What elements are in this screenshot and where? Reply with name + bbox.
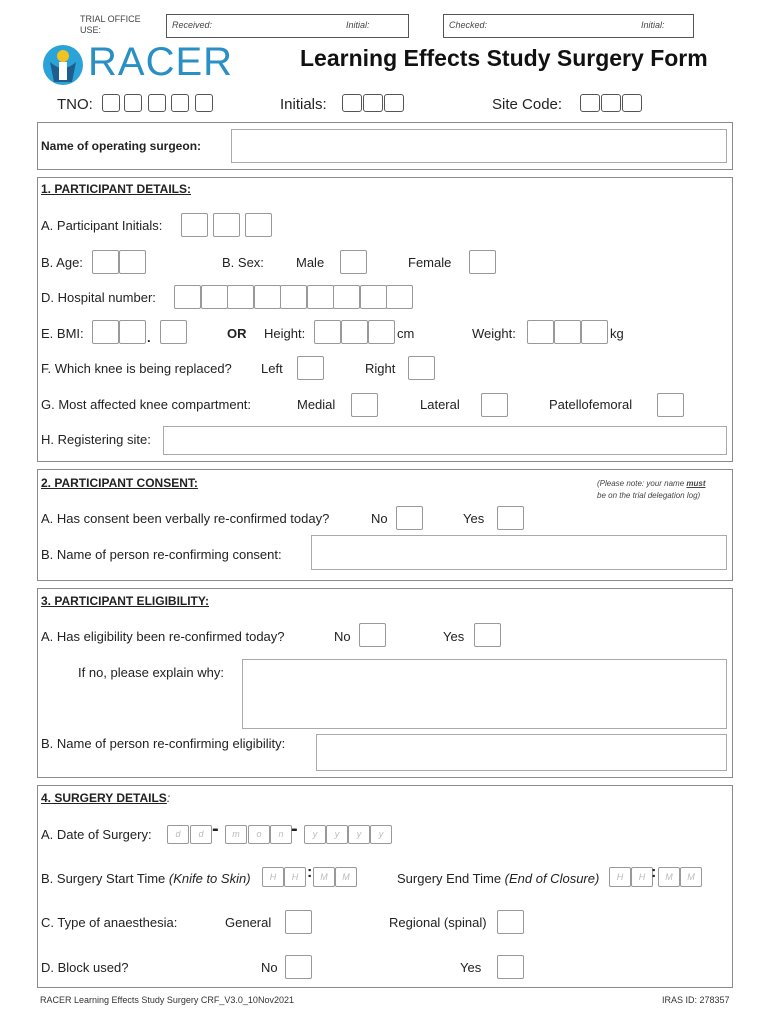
- right-knee-checkbox[interactable]: [408, 356, 435, 380]
- date-separator: -: [291, 818, 298, 840]
- site-code-box[interactable]: [622, 94, 642, 112]
- consent-yes-label: Yes: [463, 511, 485, 526]
- date-digit-placeholder: d: [198, 829, 204, 839]
- weight-box[interactable]: [554, 320, 581, 344]
- date-digit-placeholder: y: [356, 829, 362, 839]
- end-time-digit-box[interactable]: [631, 867, 653, 887]
- age-box[interactable]: [92, 250, 119, 274]
- surgery-date-label: A. Date of Surgery:: [41, 827, 152, 842]
- hospital-number-label: D. Hospital number:: [41, 290, 156, 305]
- section-4-header-colon: :: [166, 791, 171, 805]
- date-digit-placeholder: n: [278, 829, 284, 839]
- participant-initials-label: A. Participant Initials:: [41, 218, 163, 233]
- male-label: Male: [296, 255, 325, 270]
- explain-field[interactable]: [242, 659, 727, 729]
- received-field[interactable]: [166, 14, 409, 38]
- footer-right: IRAS ID: 278357: [662, 995, 730, 1005]
- eligibility-yes-checkbox[interactable]: [474, 623, 501, 647]
- anaesthesia-label: C. Type of anaesthesia:: [41, 915, 178, 930]
- racer-logo: [40, 40, 234, 88]
- general-label: General: [225, 915, 272, 930]
- tno-box[interactable]: [171, 94, 189, 112]
- explain-label: If no, please explain why:: [78, 665, 224, 680]
- patellofemoral-label: Patellofemoral: [549, 397, 633, 412]
- date-digit-box[interactable]: [270, 825, 292, 844]
- start-time-digit-box[interactable]: [313, 867, 335, 887]
- date-separator: -: [212, 818, 219, 840]
- section-4-header-text: 4. SURGERY DETAILS: [41, 791, 167, 805]
- delegation-note-text-2: be on the trial delegation log): [597, 491, 701, 500]
- eligibility-question: A. Has eligibility been re-confirmed today?: [41, 629, 285, 644]
- regional-label: Regional (spinal): [389, 915, 487, 930]
- consent-yes-checkbox[interactable]: [497, 506, 524, 530]
- block-no-label: No: [261, 960, 278, 975]
- logo-text: RACER: [88, 40, 234, 84]
- date-digit-box[interactable]: [225, 825, 247, 844]
- received-label: Received:: [172, 20, 213, 30]
- sex-label: B. Sex:: [222, 255, 264, 270]
- eligibility-no-label: No: [334, 629, 351, 644]
- start-time-label: [41, 871, 251, 886]
- date-digit-box[interactable]: [326, 825, 348, 844]
- hospital-number-box[interactable]: [174, 285, 201, 309]
- trial-office-label: TRIAL OFFICE USE:: [80, 14, 141, 35]
- block-yes-checkbox[interactable]: [497, 955, 524, 979]
- racer-logo-icon: [40, 42, 86, 88]
- date-digit-placeholder: y: [378, 829, 384, 839]
- start-time-digit-box[interactable]: [335, 867, 357, 887]
- tno-box[interactable]: [148, 94, 166, 112]
- patellofemoral-checkbox[interactable]: [657, 393, 684, 417]
- checked-field[interactable]: [443, 14, 694, 38]
- start-time-digit-box[interactable]: [262, 867, 284, 887]
- height-box[interactable]: [341, 320, 368, 344]
- participant-initial-box[interactable]: [213, 213, 240, 237]
- start-time-digit-placeholder: H: [291, 872, 299, 882]
- medial-label: Medial: [297, 397, 336, 412]
- initial-label: Initial:: [346, 20, 370, 30]
- registering-site-label: H. Registering site:: [41, 432, 151, 447]
- cm-label: cm: [397, 326, 415, 341]
- female-checkbox[interactable]: [469, 250, 496, 274]
- hospital-number-box[interactable]: [386, 285, 413, 309]
- delegation-note: [597, 478, 706, 502]
- tno-box[interactable]: [124, 94, 142, 112]
- weight-box[interactable]: [527, 320, 554, 344]
- bmi-box[interactable]: [92, 320, 119, 344]
- height-box[interactable]: [314, 320, 341, 344]
- surgeon-label: Name of operating surgeon:: [41, 139, 202, 153]
- age-label: B. Age:: [41, 255, 83, 270]
- tno-label: TNO:: [57, 96, 93, 113]
- height-box[interactable]: [368, 320, 395, 344]
- eligibility-no-checkbox[interactable]: [359, 623, 386, 647]
- knee-replaced-label: F. Which knee is being replaced?: [41, 361, 232, 376]
- initials-box[interactable]: [342, 94, 362, 112]
- start-time-digit-placeholder: M: [342, 872, 350, 882]
- end-time-digit-box[interactable]: [609, 867, 631, 887]
- hospital-number-box[interactable]: [333, 285, 360, 309]
- section-1-header: 1. PARTICIPANT DETAILS:: [41, 182, 191, 196]
- end-time-digit-box[interactable]: [658, 867, 680, 887]
- start-time-text: B. Surgery Start Time: [41, 871, 169, 886]
- participant-initial-box[interactable]: [245, 213, 272, 237]
- left-knee-checkbox[interactable]: [297, 356, 324, 380]
- hospital-number-box[interactable]: [360, 285, 387, 309]
- bmi-label: E. BMI:: [41, 326, 84, 341]
- date-digit-box[interactable]: [348, 825, 370, 844]
- end-time-text: Surgery End Time: [397, 871, 505, 886]
- date-digit-box[interactable]: [167, 825, 189, 844]
- section-4-header: [41, 791, 170, 805]
- initials-label: Initials:: [280, 96, 327, 113]
- consent-person-field[interactable]: [311, 535, 727, 570]
- medial-checkbox[interactable]: [351, 393, 378, 417]
- male-checkbox[interactable]: [340, 250, 367, 274]
- consent-no-label: No: [371, 511, 388, 526]
- initials-box[interactable]: [384, 94, 404, 112]
- start-time-digit-placeholder: M: [320, 872, 328, 882]
- date-digit-box[interactable]: [248, 825, 270, 844]
- bmi-decimal-point: .: [147, 330, 151, 345]
- or-label: OR: [227, 326, 247, 341]
- start-time-note: (Knife to Skin): [168, 871, 251, 886]
- end-time-label: [397, 871, 599, 886]
- kg-label: kg: [610, 326, 624, 341]
- right-label: Right: [365, 361, 396, 376]
- end-time-digit-placeholder: H: [638, 872, 646, 882]
- site-code-box[interactable]: [580, 94, 600, 112]
- registering-site-field[interactable]: [163, 426, 727, 455]
- site-code-box[interactable]: [601, 94, 621, 112]
- eligibility-yes-label: Yes: [443, 629, 465, 644]
- delegation-note-must: must: [686, 479, 706, 488]
- end-time-digit-placeholder: M: [687, 872, 695, 882]
- date-digit-box[interactable]: [190, 825, 212, 844]
- hospital-number-box[interactable]: [307, 285, 334, 309]
- surgeon-name-field[interactable]: [231, 129, 727, 163]
- hospital-number-box[interactable]: [227, 285, 254, 309]
- block-no-checkbox[interactable]: [285, 955, 312, 979]
- date-digit-placeholder: o: [256, 829, 262, 839]
- end-time-digit-box[interactable]: [680, 867, 702, 887]
- block-yes-label: Yes: [460, 960, 482, 975]
- eligibility-person-label: B. Name of person re-confirming eligibility:: [41, 736, 286, 751]
- date-digit-placeholder: d: [175, 829, 181, 839]
- page-title: Learning Effects Study Surgery Form: [300, 45, 708, 71]
- lateral-checkbox[interactable]: [481, 393, 508, 417]
- date-digit-placeholder: y: [334, 829, 340, 839]
- site-code-label: Site Code:: [492, 96, 563, 113]
- end-time-digit-placeholder: H: [616, 872, 624, 882]
- general-checkbox[interactable]: [285, 910, 312, 934]
- consent-question: A. Has consent been verbally re-confirmed today?: [41, 511, 330, 526]
- start-time-colon: :: [307, 864, 313, 881]
- footer-left: RACER Learning Effects Study Surgery CRF_V3.0_10Nov2021: [40, 995, 294, 1005]
- end-time-digit-placeholder: M: [665, 872, 673, 882]
- age-box[interactable]: [119, 250, 146, 274]
- height-label: Height:: [264, 326, 306, 341]
- compartment-label: G. Most affected knee compartment:: [41, 397, 252, 412]
- tno-box[interactable]: [195, 94, 213, 112]
- section-2-header: 2. PARTICIPANT CONSENT:: [41, 476, 198, 490]
- hospital-number-box[interactable]: [201, 285, 228, 309]
- initial-label: Initial:: [641, 20, 665, 30]
- initials-box[interactable]: [363, 94, 383, 112]
- weight-box[interactable]: [581, 320, 608, 344]
- lateral-label: Lateral: [420, 397, 460, 412]
- weight-label: Weight:: [472, 326, 516, 341]
- section-3-header: 3. PARTICIPANT ELIGIBILITY:: [41, 594, 209, 608]
- end-time-colon: :: [651, 864, 657, 881]
- hospital-number-box[interactable]: [254, 285, 281, 309]
- eligibility-person-field[interactable]: [316, 734, 727, 771]
- consent-no-checkbox[interactable]: [396, 506, 423, 530]
- start-time-digit-placeholder: H: [269, 872, 277, 882]
- date-digit-placeholder: y: [312, 829, 318, 839]
- consent-person-label: B. Name of person re-confirming consent:: [41, 547, 282, 562]
- start-time-digit-box[interactable]: [284, 867, 306, 887]
- delegation-note-text: (Please note: your name: [597, 479, 685, 488]
- date-digit-box[interactable]: [370, 825, 392, 844]
- bmi-box[interactable]: [160, 320, 187, 344]
- participant-initial-box[interactable]: [181, 213, 208, 237]
- tno-box[interactable]: [102, 94, 120, 112]
- regional-checkbox[interactable]: [497, 910, 524, 934]
- checked-label: Checked:: [449, 20, 488, 30]
- hospital-number-box[interactable]: [280, 285, 307, 309]
- female-label: Female: [408, 255, 452, 270]
- block-label: D. Block used?: [41, 960, 129, 975]
- end-time-note: (End of Closure): [504, 871, 600, 886]
- date-digit-placeholder: m: [232, 829, 240, 839]
- bmi-box[interactable]: [119, 320, 146, 344]
- date-digit-box[interactable]: [304, 825, 326, 844]
- left-label: Left: [261, 361, 283, 376]
